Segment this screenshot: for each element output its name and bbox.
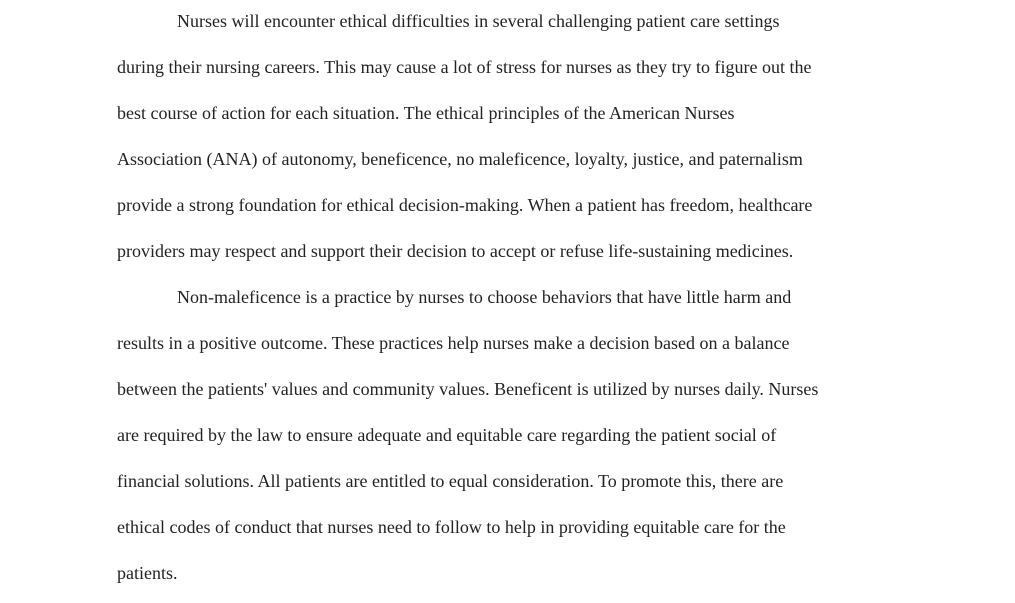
text-line: results in a positive outcome. These practices help nurses make a decision based on a balance [117, 333, 790, 353]
text-line: financial solutions. All patients are entitled to equal consideration. To promote this, there are [117, 471, 784, 491]
text-line: provide a strong foundation for ethical decision-making. When a patient has freedom, healthcare [117, 195, 813, 215]
text-line: Association (ANA) of autonomy, beneficence, no maleficence, loyalty, justice, and paternalism [117, 149, 803, 169]
text-line: Non-maleficence is a practice by nurses to choose behaviors that have little harm and [177, 287, 792, 307]
text-line: are required by the law to ensure adequate and equitable care regarding the patient social of [117, 425, 777, 445]
text-line: Nurses will encounter ethical difficulties in several challenging patient care settings [177, 11, 780, 31]
text-line: patients. [117, 563, 178, 583]
text-line: between the patients' values and community values. Beneficent is utilized by nurses daily. Nurses [117, 379, 819, 399]
text-line: during their nursing careers. This may cause a lot of stress for nurses as they try to figure out the [117, 57, 812, 77]
text-line: ethical codes of conduct that nurses need to follow to help in providing equitable care for the [117, 517, 786, 537]
text-line: best course of action for each situation. The ethical principles of the American Nurses [117, 103, 735, 123]
text-line: providers may respect and support their decision to accept or refuse life-sustaining medicines. [117, 241, 794, 261]
